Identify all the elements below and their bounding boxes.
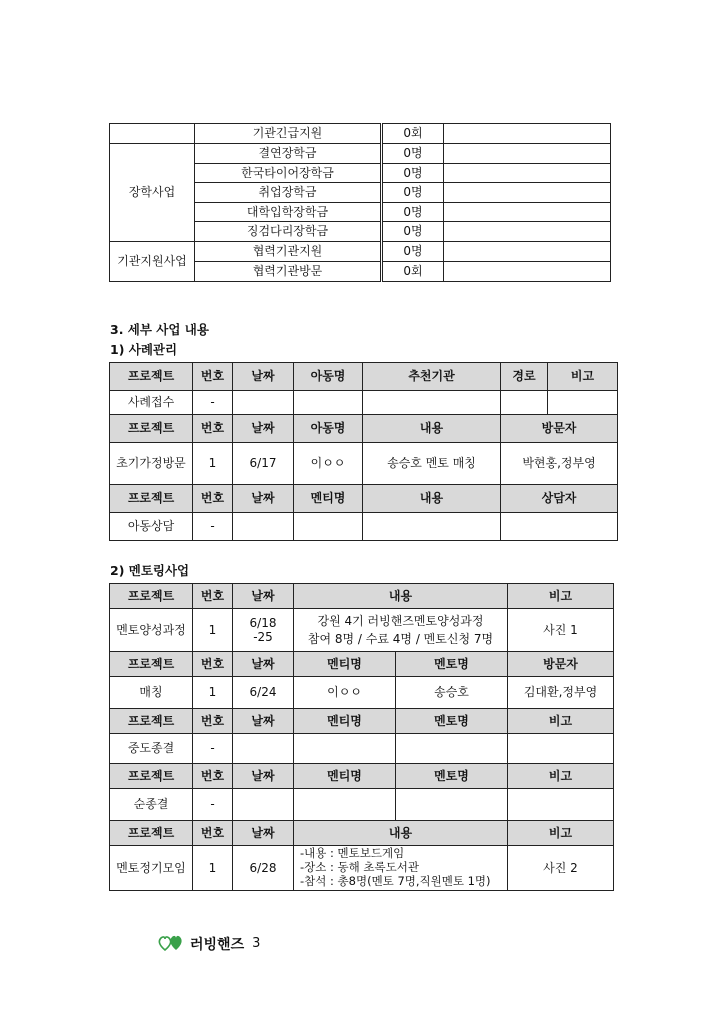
cell: 멘토정기모임	[110, 846, 193, 891]
col-header: 프로젝트	[110, 363, 193, 391]
table-row	[110, 609, 614, 652]
cell: 6/28	[233, 846, 294, 891]
col-header: 날짜	[233, 485, 294, 513]
table-row	[110, 144, 611, 164]
col-header: 번호	[193, 363, 233, 391]
col-header: 번호	[193, 709, 233, 734]
col-header: 번호	[193, 821, 233, 846]
table-row	[110, 391, 618, 415]
item-name: 협력기관지원	[195, 242, 382, 262]
item-name: 한국타이어장학금	[195, 164, 382, 183]
cell: 초기가정방문	[110, 443, 193, 485]
case-table	[109, 362, 618, 541]
col-header: 내용	[363, 485, 501, 513]
col-header: 방문자	[508, 652, 614, 677]
cell: 중도종결	[110, 734, 193, 764]
cell: 사진 1	[508, 609, 614, 652]
cell: 이ㅇㅇ	[294, 677, 396, 709]
item-value: 0명	[382, 222, 444, 242]
col-header: 번호	[193, 485, 233, 513]
cell: 6/18-25	[233, 609, 294, 652]
col-header: 프로젝트	[110, 652, 193, 677]
col-header: 비고	[508, 764, 614, 789]
cell: 6/24	[233, 677, 294, 709]
col-header: 멘토명	[396, 652, 508, 677]
col-header: 날짜	[233, 415, 294, 443]
cell: 김대환,정부영	[508, 677, 614, 709]
subsection-title: 2) 멘토링사업	[110, 563, 190, 578]
cell: -내용 : 멘토보드게임 -장소 : 동해 초록도서관 -참석 : 총8명(멘토 7명,직원멘토 1명)	[294, 846, 508, 891]
item-name: 결연장학금	[195, 144, 382, 164]
header-row	[110, 415, 618, 443]
header-row	[110, 363, 618, 391]
header-row	[110, 652, 614, 677]
summary-table	[109, 123, 611, 282]
col-header: 프로젝트	[110, 485, 193, 513]
cell: 송승호	[396, 677, 508, 709]
item-name: 징검다리장학금	[195, 222, 382, 242]
cell: 매칭	[110, 677, 193, 709]
col-header: 프로젝트	[110, 821, 193, 846]
col-header: 비고	[508, 709, 614, 734]
item-value: 0명	[382, 203, 444, 222]
item-name: 기관긴급지원	[195, 124, 382, 144]
col-header: 비고	[508, 584, 614, 609]
mentor-table	[109, 583, 614, 891]
col-header: 프로젝트	[110, 764, 193, 789]
col-header: 비고	[548, 363, 618, 391]
col-header: 내용	[363, 415, 501, 443]
cell: 이ㅇㅇ	[294, 443, 363, 485]
loving-hands-logo-icon	[158, 932, 186, 955]
col-header: 추천기관	[363, 363, 501, 391]
header-row	[110, 821, 614, 846]
col-header: 멘티명	[294, 485, 363, 513]
col-header: 프로젝트	[110, 709, 193, 734]
item-value: 0회	[382, 124, 444, 144]
cell: 송승호 멘토 매칭	[363, 443, 501, 485]
cell: 사진 2	[508, 846, 614, 891]
table-row	[110, 242, 611, 262]
table-row	[110, 734, 614, 764]
col-header: 날짜	[233, 584, 294, 609]
footer	[158, 932, 260, 955]
item-value: 0명	[382, 183, 444, 203]
col-header: 번호	[193, 415, 233, 443]
item-value: 0회	[382, 262, 444, 282]
col-header: 경로	[501, 363, 548, 391]
subsection-title: 1) 사례관리	[110, 342, 178, 357]
col-header: 날짜	[233, 709, 294, 734]
item-name: 협력기관방문	[195, 262, 382, 282]
page-number: 3	[252, 936, 261, 951]
header-row	[110, 584, 614, 609]
item-name: 취업장학금	[195, 183, 382, 203]
col-header: 멘티명	[294, 652, 396, 677]
cell: 박현홍,정부영	[501, 443, 618, 485]
col-header: 내용	[294, 821, 508, 846]
col-header: 방문자	[501, 415, 618, 443]
cell: -	[193, 789, 233, 821]
col-header: 번호	[193, 584, 233, 609]
brand-name: 러빙핸즈	[190, 936, 245, 953]
col-header: 번호	[193, 764, 233, 789]
cell: 1	[193, 443, 233, 485]
cell: -	[193, 391, 233, 415]
cell: 순종결	[110, 789, 193, 821]
col-header: 멘토명	[396, 764, 508, 789]
col-header: 멘토명	[396, 709, 508, 734]
col-header: 상담자	[501, 485, 618, 513]
header-row	[110, 709, 614, 734]
table-row	[110, 677, 614, 709]
col-header: 번호	[193, 652, 233, 677]
cell: 6/17	[233, 443, 294, 485]
item-name: 대학입학장학금	[195, 203, 382, 222]
cell: 사례접수	[110, 391, 193, 415]
cell: -	[193, 513, 233, 541]
cell: 강원 4기 러빙핸즈멘토양성과정 참여 8명 / 수료 4명 / 멘토신청 7명	[294, 609, 508, 652]
col-header: 날짜	[233, 652, 294, 677]
item-value: 0명	[382, 164, 444, 183]
col-header: 비고	[508, 821, 614, 846]
cell: 멘토양성과정	[110, 609, 193, 652]
col-header: 아동명	[294, 363, 363, 391]
col-header: 내용	[294, 584, 508, 609]
col-header: 날짜	[233, 821, 294, 846]
table-row	[110, 124, 611, 144]
table-row	[110, 443, 618, 485]
table-row	[110, 789, 614, 821]
col-header: 아동명	[294, 415, 363, 443]
cell: 1	[193, 677, 233, 709]
cell: -	[193, 734, 233, 764]
table-row	[110, 513, 618, 541]
col-header: 프로젝트	[110, 415, 193, 443]
col-header: 날짜	[233, 363, 294, 391]
group-label: 기관지원사업	[110, 242, 195, 282]
header-row	[110, 485, 618, 513]
cell: 1	[193, 609, 233, 652]
item-value: 0명	[382, 242, 444, 262]
cell: 아동상담	[110, 513, 193, 541]
col-header: 프로젝트	[110, 584, 193, 609]
col-header: 멘티명	[294, 764, 396, 789]
table-row	[110, 846, 614, 891]
col-header: 멘티명	[294, 709, 396, 734]
item-value: 0명	[382, 144, 444, 164]
section-title: 3. 세부 사업 내용	[110, 322, 209, 337]
col-header: 날짜	[233, 764, 294, 789]
group-label: 장학사업	[110, 144, 195, 242]
cell: 1	[193, 846, 233, 891]
header-row	[110, 764, 614, 789]
